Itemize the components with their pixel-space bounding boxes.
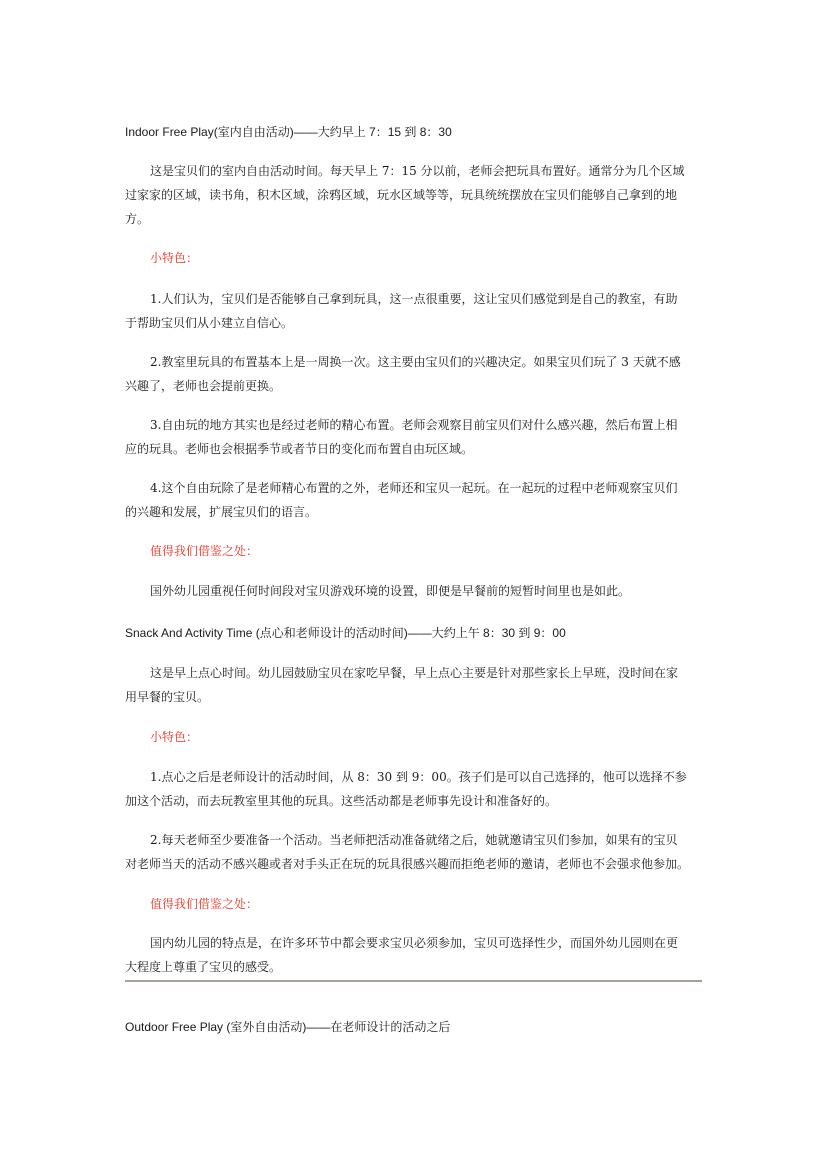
indoor-point-2-line-2: 兴趣了，老师也会提前更换。 bbox=[125, 379, 282, 393]
indoor-lesson-title: 值得我们借鉴之处： bbox=[150, 544, 259, 558]
snack-intro-line-2: 用早餐的宝贝。 bbox=[125, 690, 210, 704]
section-heading-indoor: Indoor Free Play(室内自由活动)——大约早上 7：15 到 8：30 bbox=[125, 125, 452, 139]
snack-lesson-line-1: 国内幼儿园的特点是，在许多环节中都会要求宝贝必须参加，宝贝可选择性少，而国外幼儿园则在更 bbox=[150, 936, 679, 950]
snack-point-2-line-1: 2.每天老师至少要准备一个活动。当老师把活动准备就绪之后，她就邀请宝贝们参加，如果有的宝贝 bbox=[150, 833, 678, 847]
section-heading-outdoor: Outdoor Free Play (室外自由活动)——在老师设计的活动之后 bbox=[125, 1020, 451, 1034]
indoor-intro-line-3: 方。 bbox=[125, 212, 150, 226]
indoor-point-4-line-1: 4.这个自由玩除了是老师精心布置的之外，老师还和宝贝一起玩。在一起玩的过程中老师观察宝贝们 bbox=[150, 481, 678, 495]
section-divider bbox=[125, 980, 702, 982]
indoor-intro-line-2: 过家家的区域，读书角，积木区域，涂鸦区域，玩水区域等等，玩具统统摆放在宝贝们能够自己拿到的地 bbox=[125, 188, 678, 202]
indoor-point-1-line-2: 于帮助宝贝们从小建立自信心。 bbox=[125, 316, 294, 330]
indoor-lesson-line-1: 国外幼儿园重视任何时间段对宝贝游戏环境的设置，即便是早餐前的短暂时间里也是如此。 bbox=[150, 584, 631, 598]
snack-lesson-line-2: 大程度上尊重了宝贝的感受。 bbox=[125, 960, 282, 974]
section-heading-snack: Snack And Activity Time (点心和老师设计的活动时间)——大约上午 8：30 到 9：00 bbox=[125, 626, 566, 640]
snack-lesson-title: 值得我们借鉴之处： bbox=[150, 897, 259, 911]
indoor-intro-line-1: 这是宝贝们的室内自由活动时间。每天早上 7：15 分以前，老师会把玩具布置好。通常分为几个区域 bbox=[150, 164, 685, 178]
indoor-point-4-line-2: 的兴趣和发展，扩展宝贝们的语言。 bbox=[125, 505, 318, 519]
snack-feature-title: 小特色： bbox=[150, 730, 199, 744]
indoor-point-3-line-1: 3.自由玩的地方其实也是经过老师的精心布置。老师会观察目前宝贝们对什么感兴趣，然后布置上相 bbox=[150, 418, 678, 432]
snack-point-1-line-2: 加这个活动，而去玩教室里其他的玩具。这些活动都是老师事先设计和准备好的。 bbox=[125, 794, 558, 808]
indoor-point-3-line-2: 应的玩具。老师也会根据季节或者节日的变化而布置自由玩区域。 bbox=[125, 442, 474, 456]
indoor-point-2-line-1: 2.教室里玩具的布置基本上是一周换一次。这主要由宝贝们的兴趣决定。如果宝贝们玩了 3 天就不感 bbox=[150, 355, 681, 369]
indoor-point-1-line-1: 1.人们认为，宝贝们是否能够自己拿到玩具，这一点很重要，这让宝贝们感觉到是自己的教室，有助 bbox=[150, 292, 678, 306]
snack-point-2-line-2: 对老师当天的活动不感兴趣或者对手头正在玩的玩具很感兴趣而拒绝老师的邀请，老师也不会强求他参加。 bbox=[125, 857, 690, 871]
snack-point-1-line-1: 1.点心之后是老师设计的活动时间，从 8：30 到 9：00。孩子们是可以自己选择的，他可以选择不参 bbox=[150, 770, 687, 784]
indoor-feature-title: 小特色： bbox=[150, 251, 199, 265]
snack-intro-line-1: 这是早上点心时间。幼儿园鼓励宝贝在家吃早餐，早上点心主要是针对那些家长上早班，没时间在家 bbox=[150, 666, 679, 680]
